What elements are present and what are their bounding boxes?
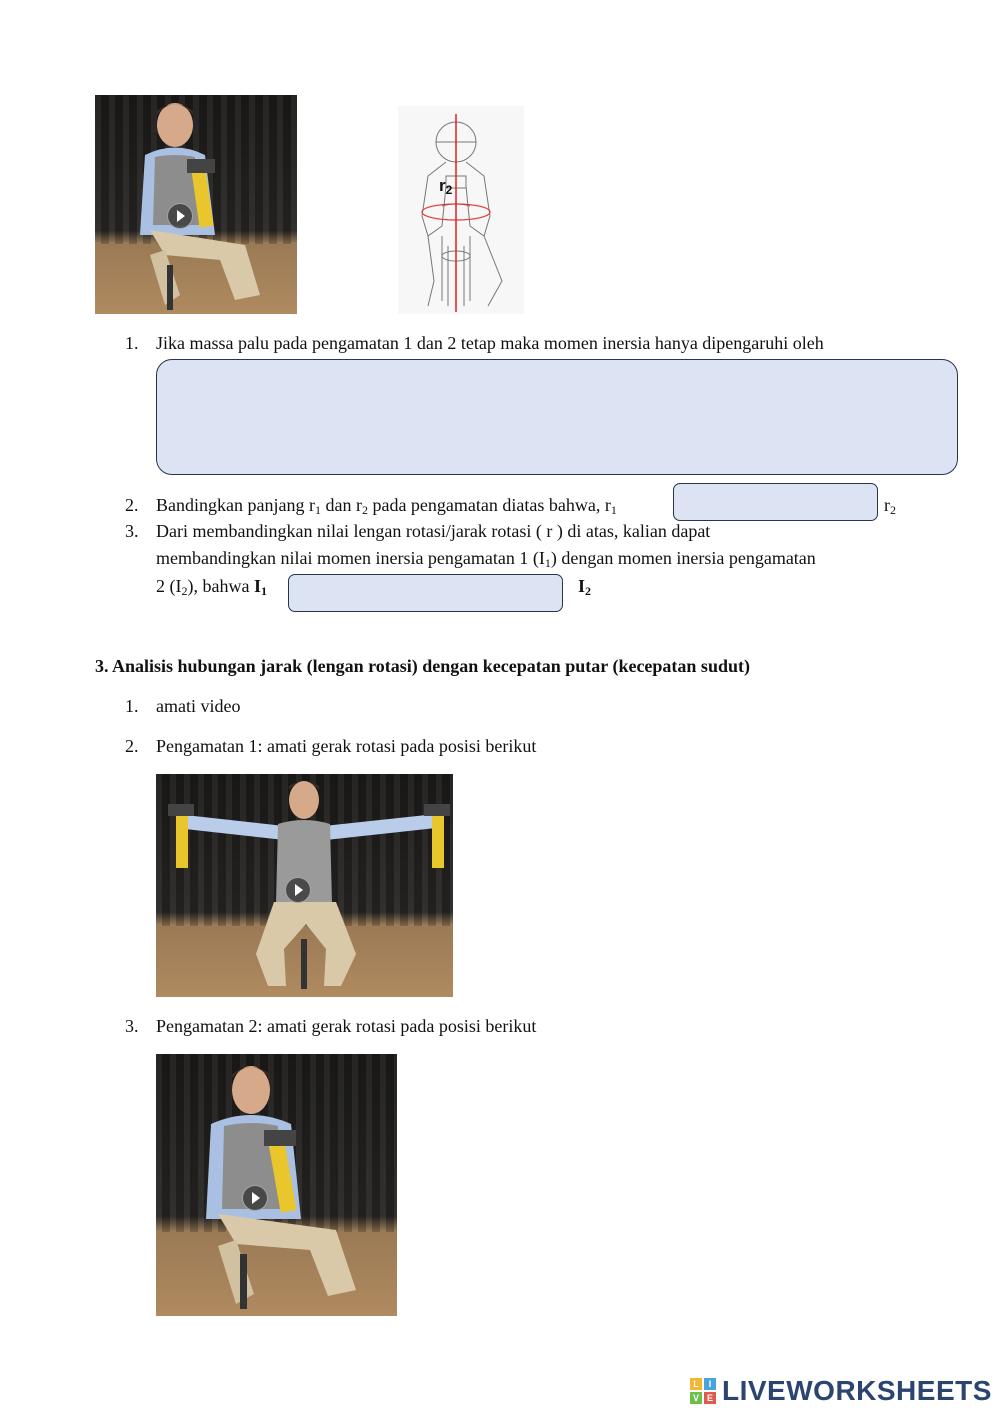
section3-item-2-text: Pengamatan 1: amati gerak rotasi pada posisi berikut xyxy=(156,736,537,756)
section-3-heading: 3. Analisis hubungan jarak (lengan rotasi) dengan kecepatan putar (kecepatan sudut) xyxy=(95,656,750,676)
q3-line3-b: ), bahwa xyxy=(187,576,254,596)
question-3-line3 xyxy=(156,576,267,599)
q2-sub-b: 2 xyxy=(361,503,368,517)
q3-line2-b: ) dengan momen inersia pengamatan xyxy=(550,548,816,568)
q2-text-a: Bandingkan panjang r xyxy=(156,495,315,515)
section3-item-2-number: 2. xyxy=(125,736,139,756)
q3-line3-sub: 2 xyxy=(181,584,188,598)
question-3-line2 xyxy=(156,548,816,571)
video-thumbnail-pengamatan-1[interactable] xyxy=(156,774,453,997)
rotation-arm-diagram xyxy=(398,106,524,314)
q3-bold-i-sub: 1 xyxy=(261,584,267,598)
q2-r2-after xyxy=(884,495,896,518)
q2-sub-a: 1 xyxy=(314,503,321,517)
answer-box-1[interactable] xyxy=(156,359,958,475)
q3-right-i: I xyxy=(578,576,586,596)
q3-line2-a: membandingkan nilai momen inersia pengamatan 1 (I xyxy=(156,548,545,568)
r2-label xyxy=(439,176,452,197)
section3-item-1-text: amati video xyxy=(156,696,241,716)
q2-text-b: dan r xyxy=(320,495,362,515)
video-thumbnail-pengamatan-2[interactable] xyxy=(156,1054,397,1316)
question-2-number: 2. xyxy=(125,495,139,515)
section3-item-1-number: 1. xyxy=(125,696,139,716)
r-label-text: r xyxy=(439,176,446,195)
question-3-number: 3. xyxy=(125,521,139,541)
video-thumbnail-pengamatan-2-top[interactable] xyxy=(95,95,297,314)
question-3-line1: Dari membandingkan nilai lengan rotasi/jarak rotasi ( r ) di atas, kalian dapat xyxy=(156,521,711,541)
play-icon[interactable] xyxy=(285,877,311,903)
question-1-number: 1. xyxy=(125,333,139,353)
live-logo-icon: L I V E xyxy=(690,1378,716,1404)
q2-sub-c: 1 xyxy=(610,503,617,517)
q3-right-i2 xyxy=(578,576,591,599)
q3-right-i-sub: 2 xyxy=(585,584,592,598)
q3-bold-i: I xyxy=(253,576,261,596)
question-1-text: Jika massa palu pada pengamatan 1 dan 2 tetap maka momen inersia hanya dipengaruhi oleh xyxy=(156,333,824,353)
question-2-text xyxy=(156,495,617,518)
q3-line2-sub: 1 xyxy=(544,556,551,570)
play-icon[interactable] xyxy=(242,1185,268,1211)
answer-box-3[interactable] xyxy=(288,574,563,612)
section3-item-3-number: 3. xyxy=(125,1016,139,1036)
q2-after-sub: 2 xyxy=(890,503,896,517)
q2-after-r: r xyxy=(884,495,890,515)
answer-box-2[interactable] xyxy=(673,483,878,521)
liveworksheets-logo[interactable] xyxy=(690,1374,992,1408)
brand-text: LIVEWORKSHEETS xyxy=(722,1375,992,1406)
q3-line3-a: 2 (I xyxy=(156,576,182,596)
section3-item-3-text: Pengamatan 2: amati gerak rotasi pada posisi berikut xyxy=(156,1016,537,1036)
q2-text-c: pada pengamatan diatas bahwa, r xyxy=(367,495,611,515)
r-label-sub: 2 xyxy=(445,183,453,197)
play-icon[interactable] xyxy=(167,203,193,229)
